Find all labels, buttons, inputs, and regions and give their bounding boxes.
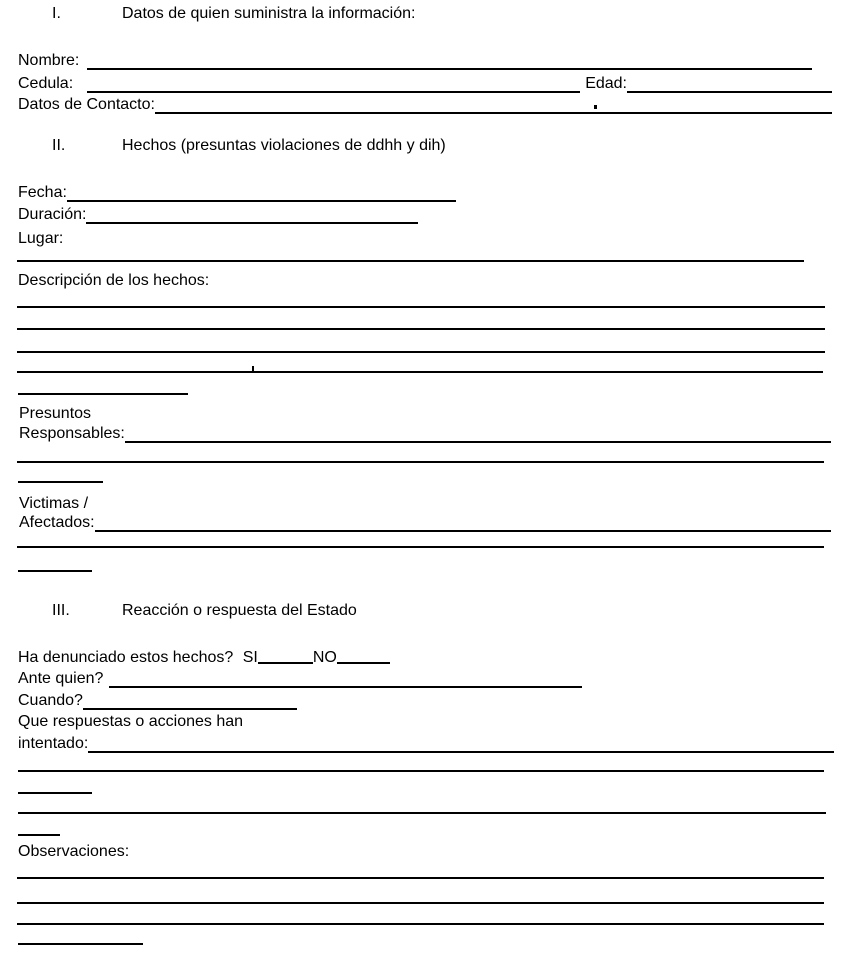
no-field-line[interactable]: [337, 662, 390, 664]
cedula-label: Cedula:: [18, 75, 74, 92]
descripcion-overflow-line[interactable]: [18, 393, 188, 395]
duracion-label: Duración:: [18, 206, 87, 223]
observaciones-label: Observaciones:: [18, 843, 130, 860]
responsables-field-line[interactable]: [125, 441, 831, 443]
descripcion-line-2[interactable]: [17, 328, 825, 330]
cedula-field-line[interactable]: [87, 91, 580, 93]
section-2-heading: [52, 135, 446, 156]
responsables-label: Responsables:: [19, 425, 125, 442]
nombre-label: Nombre:: [18, 52, 80, 69]
section-2-numeral: II.: [52, 137, 66, 154]
contacto-row: [18, 94, 832, 115]
descripcion-line-4[interactable]: [17, 371, 823, 373]
respuestas-label: Que respuestas o acciones han: [18, 713, 244, 730]
ante-quien-field-line[interactable]: [109, 686, 582, 688]
intentado-field-line[interactable]: [88, 751, 834, 753]
descripcion-line-3[interactable]: [17, 351, 825, 353]
tick-mark: [252, 366, 254, 371]
section-2-title: Hechos (presuntas violaciones de ddhh y dih): [122, 137, 446, 154]
section-3-heading: [52, 600, 357, 621]
responsables-overflow-line-2[interactable]: [18, 481, 103, 483]
fecha-row: [18, 182, 456, 203]
contacto-field-line[interactable]: [155, 112, 832, 114]
lugar-label: Lugar:: [18, 230, 64, 247]
afectados-row: [19, 512, 831, 533]
responsables-row: [19, 423, 831, 444]
observaciones-line-1[interactable]: [17, 877, 824, 879]
ante-quien-row: [18, 668, 582, 689]
section-3-numeral: III.: [52, 602, 70, 619]
cuando-field-line[interactable]: [83, 708, 297, 710]
cuando-row: [18, 690, 297, 711]
presuntos-label: Presuntos: [19, 405, 92, 422]
duracion-row: [18, 204, 418, 225]
intentado-row: [18, 733, 834, 754]
victimas-label: Victimas /: [19, 495, 89, 512]
observaciones-line-3[interactable]: [17, 923, 824, 925]
observaciones-line-2[interactable]: [17, 902, 824, 904]
lugar-field-line[interactable]: [17, 260, 804, 262]
edad-label: Edad:: [585, 75, 627, 92]
responsables-overflow-line-1[interactable]: [17, 461, 824, 463]
section-1-numeral: I.: [52, 5, 61, 22]
contacto-label: Datos de Contacto:: [18, 96, 155, 113]
edad-field-line[interactable]: [627, 91, 832, 93]
descripcion-line-1[interactable]: [17, 306, 825, 308]
denuncia-row: [18, 647, 390, 668]
fecha-label: Fecha:: [18, 184, 67, 201]
intentado-label: intentado:: [18, 735, 89, 752]
fecha-field-line[interactable]: [67, 200, 456, 202]
duracion-field-line[interactable]: [86, 222, 418, 224]
si-field-line[interactable]: [258, 662, 313, 664]
intentado-overflow-line-1[interactable]: [18, 770, 824, 772]
section-1-title: Datos de quien suministra la información:: [122, 5, 416, 22]
intentado-overflow-line-4[interactable]: [18, 834, 60, 836]
descripcion-label: Descripción de los hechos:: [18, 272, 210, 289]
afectados-label: Afectados:: [19, 514, 95, 531]
section-3-title: Reacción o respuesta del Estado: [122, 602, 357, 619]
section-1-heading: [52, 3, 415, 24]
dot-mark: [594, 105, 597, 109]
cedula-edad-row: [18, 73, 832, 94]
afectados-field-line[interactable]: [95, 530, 831, 532]
cuando-label: Cuando?: [18, 692, 83, 709]
ante-quien-label: Ante quien?: [18, 670, 104, 687]
nombre-field-line[interactable]: [87, 68, 812, 70]
afectados-overflow-line-2[interactable]: [18, 570, 92, 572]
si-label: SI: [242, 649, 258, 666]
observaciones-overflow-line[interactable]: [18, 943, 143, 945]
denuncia-question: Ha denunciado estos hechos?: [18, 649, 234, 666]
nombre-row: [18, 50, 812, 71]
intentado-overflow-line-2[interactable]: [18, 792, 92, 794]
intentado-overflow-line-3[interactable]: [18, 812, 826, 814]
no-label: NO: [312, 649, 337, 666]
afectados-overflow-line-1[interactable]: [17, 546, 824, 548]
